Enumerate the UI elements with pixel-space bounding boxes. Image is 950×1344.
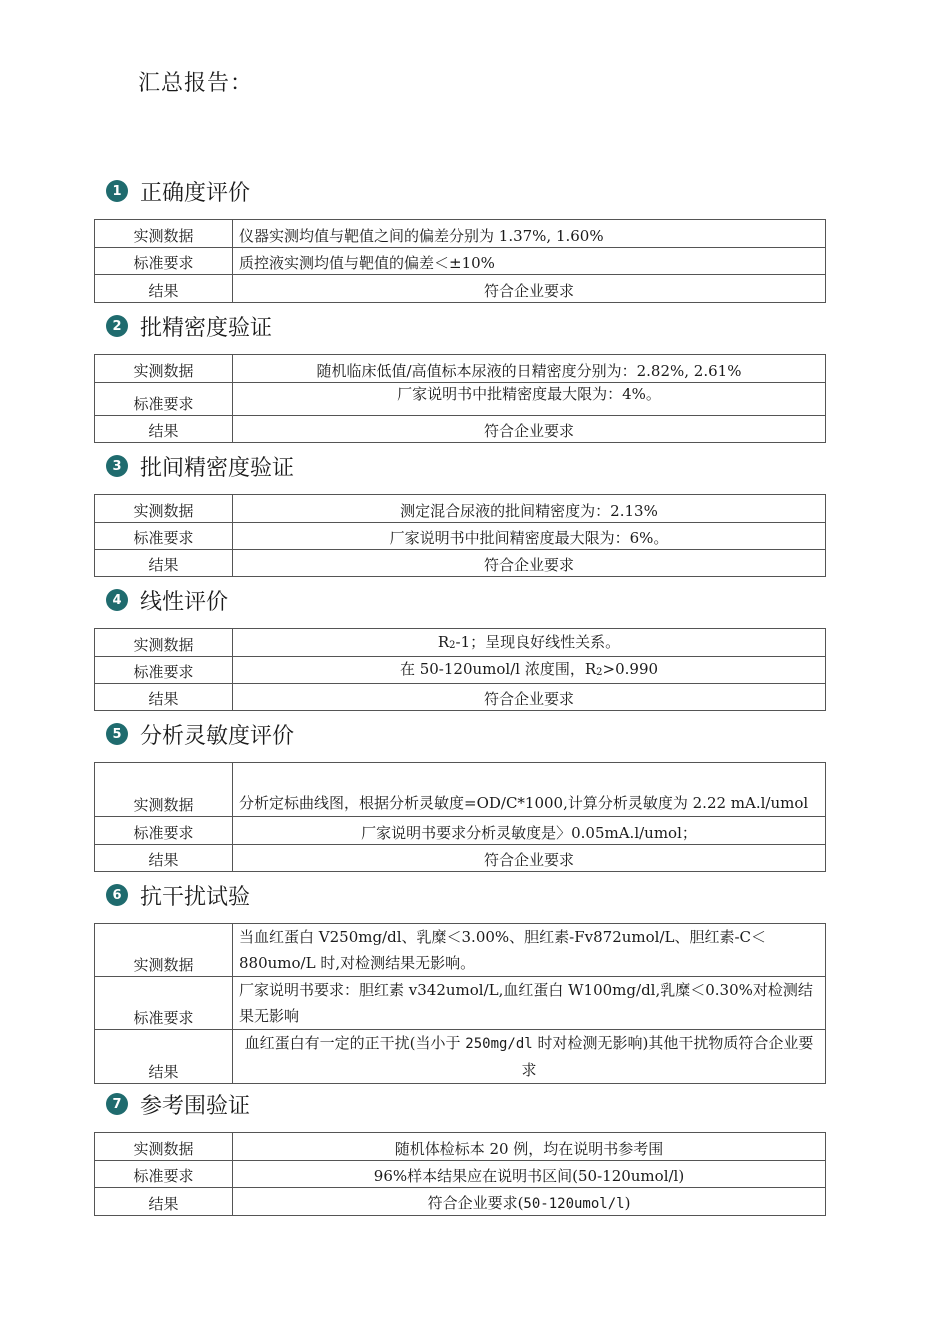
row-value: 厂家说明书中批精密度最大限为：4%。 [233,383,826,416]
accuracy-table [94,219,826,303]
linearity-table [94,628,826,711]
section-heading: 批精密度验证 [140,315,273,341]
row-value: 符合企业要求 [233,550,826,577]
section-number-badge: 6 [106,884,128,906]
row-label: 标准要求 [95,977,233,1030]
interference-table [94,923,826,1084]
section-title-sensitivity [106,719,294,749]
row-label: 结果 [95,684,233,711]
row-value: 符合企业要求 [233,416,826,443]
row-label: 结果 [95,275,233,303]
row-value: 分析定标曲线图，根据分析灵敏度=OD/C*1000,计算分析灵敏度为 2.22 mA.l/umol [233,763,826,817]
table-row [95,629,826,657]
row-label: 结果 [95,550,233,577]
table-row [95,355,826,383]
section-heading: 参考围验证 [140,1093,251,1119]
section-title-accuracy [106,176,250,206]
row-value [233,1188,826,1216]
row-label: 实测数据 [95,763,233,817]
value-text: 时对检测无影响)其他干扰物质符合企业要求 [521,1034,814,1079]
row-value: 仪器实测均值与靶值之间的偏差分别为 1.37%, 1.60% [233,220,826,248]
row-label: 标准要求 [95,1161,233,1188]
value-text: 在 50-120umol/l 浓度围，R [399,660,597,678]
section-heading: 分析灵敏度评价 [140,723,295,749]
between-run-precision-table [94,494,826,577]
row-label: 实测数据 [95,355,233,383]
table-row [95,550,826,577]
section-heading: 批间精密度验证 [140,455,295,481]
table-row [95,1030,826,1084]
row-value: 符合企业要求 [233,845,826,872]
section-number-badge: 2 [106,315,128,337]
row-label: 实测数据 [95,220,233,248]
row-value [233,629,826,657]
row-value: 厂家说明书要求分析灵敏度是〉0.05mA.l/umol； [233,817,826,845]
row-value: 随机体检标本 20 例，均在说明书参考围 [233,1133,826,1161]
table-row [95,1161,826,1188]
row-value: 当血红蛋白 V250mg/dl、乳糜＜3.00%、胆红素-Fv872umol/L、胆红素-C＜880umo/L 时,对检测结果无影响。 [233,924,826,977]
section-title-interference [106,880,250,910]
section-heading: 抗干扰试验 [140,884,251,910]
row-label: 标准要求 [95,657,233,684]
within-run-precision-table [94,354,826,443]
table-row [95,924,826,977]
value-emphasis: 250mg/dl [465,1036,533,1052]
row-label: 结果 [95,416,233,443]
row-label: 结果 [95,1188,233,1216]
section-title-between-run-precision [106,451,294,481]
value-emphasis: 50-120umol/l [523,1196,625,1212]
row-label: 实测数据 [95,924,233,977]
row-label: 标准要求 [95,523,233,550]
subscript: 2 [449,640,456,651]
row-label: 标准要求 [95,817,233,845]
row-label: 结果 [95,845,233,872]
row-value: 厂家说明书要求：胆红素 v342umol/L,血红蛋白 W100mg/dl,乳糜＜0.30%对检测结果无影响 [233,977,826,1030]
value-text: ) [624,1194,631,1212]
value-text: 符合企业要求( [427,1194,524,1212]
subscript: 2 [596,667,603,678]
section-title-within-run-precision [106,311,272,341]
section-title-linearity [106,585,228,615]
section-title-reference-range [106,1089,250,1119]
row-value: 厂家说明书中批间精密度最大限为：6%。 [233,523,826,550]
row-value [233,1030,826,1084]
section-heading: 线性评价 [140,589,229,615]
table-row [95,220,826,248]
table-row [95,684,826,711]
table-row [95,977,826,1030]
row-label: 实测数据 [95,495,233,523]
table-row [95,248,826,275]
row-value: 符合企业要求 [233,275,826,303]
row-value: 随机临床低值/高值标本尿液的日精密度分别为：2.82%, 2.61% [233,355,826,383]
section-number-badge: 3 [106,455,128,477]
section-heading: 正确度评价 [140,180,251,206]
table-row [95,383,826,416]
table-row [95,523,826,550]
table-row [95,1133,826,1161]
page-heading: 汇总报告： [138,71,254,96]
row-label: 标准要求 [95,248,233,275]
row-value [233,657,826,684]
value-text: R [437,633,450,651]
value-text: -1；呈现良好线性关系。 [455,633,621,651]
table-row [95,817,826,845]
reference-range-table [94,1132,826,1216]
section-number-badge: 4 [106,589,128,611]
row-label: 结果 [95,1030,233,1084]
table-row [95,763,826,817]
value-text: 血红蛋白有一定的正干扰(当小于 [244,1034,466,1052]
table-row [95,416,826,443]
sensitivity-table [94,762,826,872]
row-label: 标准要求 [95,383,233,416]
row-label: 实测数据 [95,629,233,657]
section-number-badge: 1 [106,180,128,202]
row-label: 实测数据 [95,1133,233,1161]
row-value: 符合企业要求 [233,684,826,711]
value-text: >0.990 [602,660,659,678]
table-row [95,275,826,303]
table-row [95,1188,826,1216]
section-number-badge: 5 [106,723,128,745]
table-row [95,657,826,684]
table-row [95,845,826,872]
section-number-badge: 7 [106,1093,128,1115]
row-value: 测定混合尿液的批间精密度为：2.13% [233,495,826,523]
row-value: 质控液实测均值与靶值的偏差＜±10% [233,248,826,275]
table-row [95,495,826,523]
row-value: 96%样本结果应在说明书区间(50-120umol/l) [233,1161,826,1188]
